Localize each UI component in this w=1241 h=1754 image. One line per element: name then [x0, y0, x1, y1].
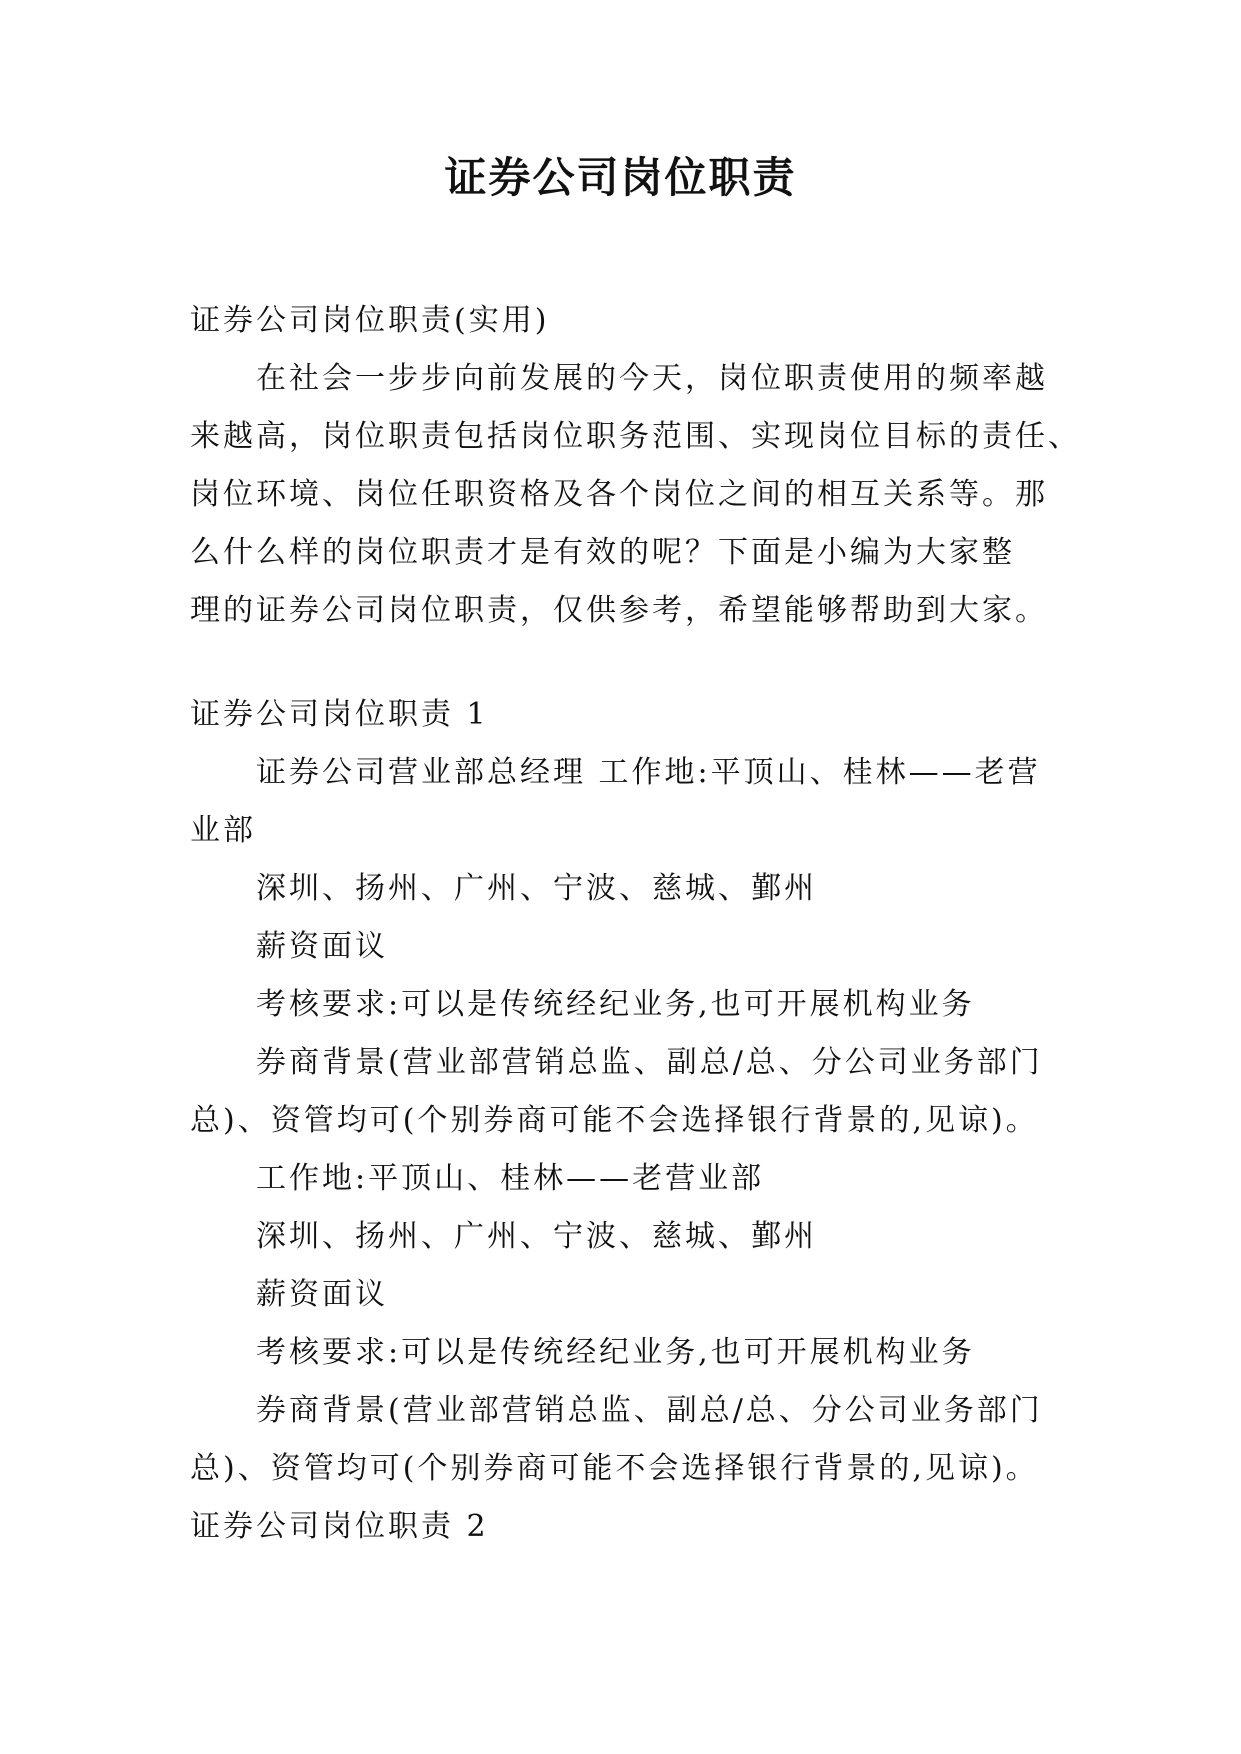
subtitle: 证券公司岗位职责(实用)	[190, 303, 550, 338]
section-line: 深圳、扬州、广州、宁波、慈城、鄞州	[256, 1219, 817, 1254]
section-line: 总)、资管均可(个别券商可能不会选择银行背景的,见谅)。	[190, 1451, 1039, 1486]
document-title: 证券公司岗位职责	[444, 153, 797, 202]
section-heading: 证券公司岗位职责 2	[190, 1509, 489, 1544]
intro-line: 在社会一步步向前发展的今天，岗位职责使用的频率越	[256, 361, 1048, 396]
section-line: 总)、资管均可(个别券商可能不会选择银行背景的,见谅)。	[190, 1103, 1039, 1138]
section-line: 考核要求:可以是传统经纪业务,也可开展机构业务	[256, 1335, 975, 1370]
intro-line: 理的证券公司岗位职责，仅供参考，希望能够帮助到大家。	[190, 593, 1048, 628]
section-line: 薪资面议	[256, 1277, 388, 1312]
section-line: 券商背景(营业部营销总监、副总/总、分公司业务部门	[256, 1393, 1043, 1428]
section-line: 深圳、扬州、广州、宁波、慈城、鄞州	[256, 871, 817, 906]
document-body	[190, 292, 1081, 1556]
intro-line: 来越高，岗位职责包括岗位职务范围、实现岗位目标的责任、	[190, 419, 1081, 454]
section-heading: 证券公司岗位职责 1	[190, 697, 489, 732]
section-line: 考核要求:可以是传统经纪业务,也可开展机构业务	[256, 987, 975, 1022]
section-line: 券商背景(营业部营销总监、副总/总、分公司业务部门	[256, 1045, 1043, 1080]
intro-line: 岗位环境、岗位任职资格及各个岗位之间的相互关系等。那	[190, 477, 1048, 512]
section-line: 证券公司营业部总经理 工作地:平顶山、桂林——老营	[256, 755, 1041, 790]
section-line: 工作地:平顶山、桂林——老营业部	[256, 1161, 765, 1196]
section-line: 业部	[190, 813, 256, 848]
paragraph-gap	[190, 640, 1060, 686]
intro-line: 么什么样的岗位职责才是有效的呢？下面是小编为大家整	[190, 535, 1015, 570]
section-line: 薪资面议	[256, 929, 388, 964]
